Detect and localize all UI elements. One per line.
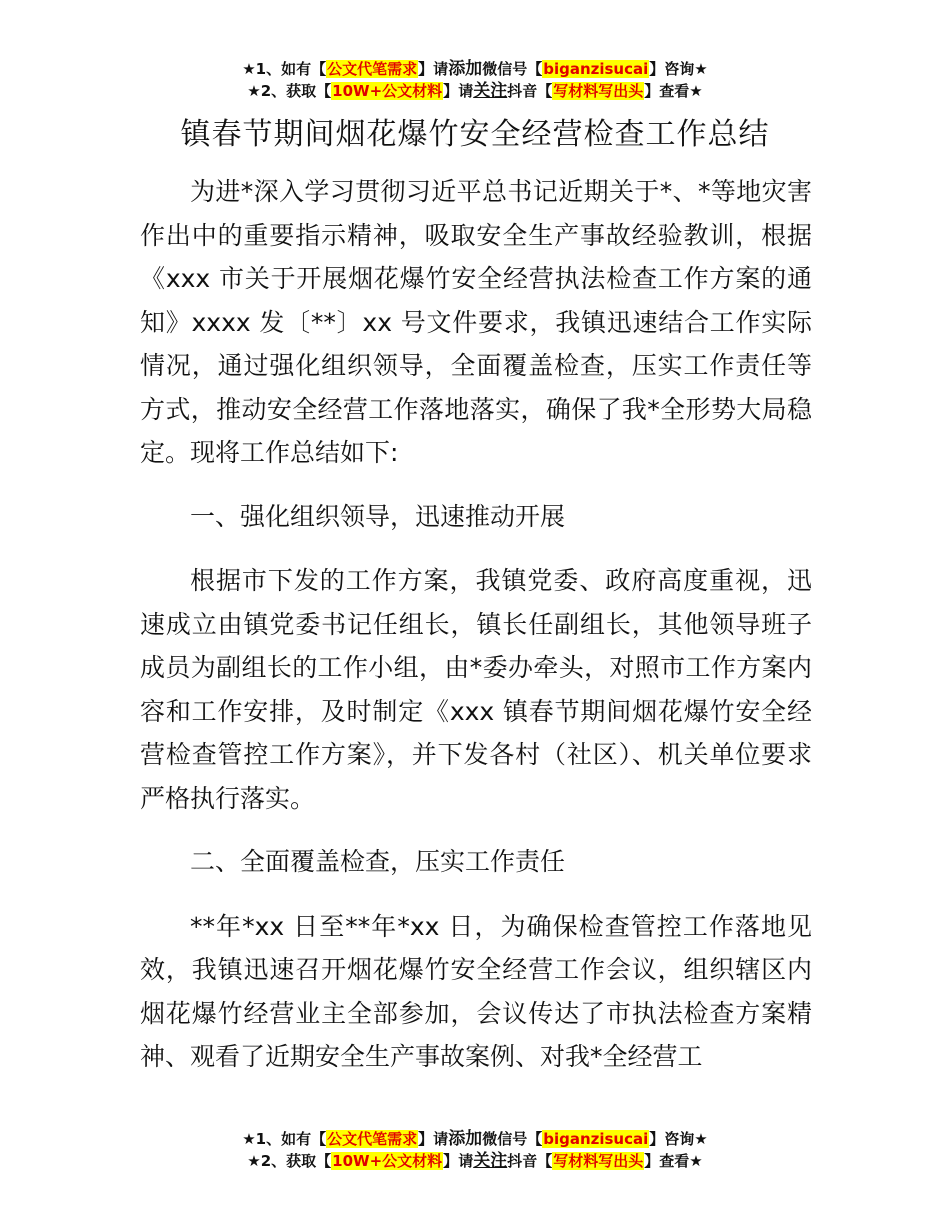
promo-text: 抖音 (507, 1152, 538, 1170)
promo-text: 微信号 (482, 1130, 528, 1148)
promo-text: 请 (458, 82, 474, 100)
promo-text: 【 (527, 60, 543, 78)
promo-text: 【 (316, 1152, 332, 1170)
promo-line-2 (0, 80, 950, 102)
promo-text: 【 (537, 1152, 553, 1170)
promo-line-1 (0, 1128, 950, 1150)
body-paragraph-intro: 为进*深入学习贯彻习近平总书记近期关于*、*等地灾害作出中的重要指示精神，吸取安全生产事故经验教训，根据《xxx 市关于开展烟花爆竹安全经营执法检查工作方案的通知》xxxx 发〔**〕xx 号文件要求，我镇迅速结合工作实际情况，通过强化组织领导，全面覆盖检查，压实工作责任等方式，推动安全经营工作落地落实，确保了我*全形势大局稳定。现将工作总结如下: (140, 177, 812, 467)
promo-text: 查看★ (659, 1152, 703, 1170)
bottom-promo-banner (0, 1128, 950, 1172)
promo-text: 请 (433, 1130, 449, 1148)
promo-text: 抖音 (507, 82, 538, 100)
promo-text: 请 (433, 60, 449, 78)
promo-text: ★1、如有 (242, 1130, 312, 1148)
promo-text: 】 (443, 82, 459, 100)
promo-text: 】 (418, 1130, 434, 1148)
promo-text: 请 (458, 1152, 474, 1170)
body-paragraph-2: 根据市下发的工作方案，我镇党委、政府高度重视，迅速成立由镇党委书记任组长，镇长任副组长，其他领导班子成员为副组长的工作小组，由*委办牵头，对照市工作方案内容和工作安排，及时制定《xxx 镇春节期间烟花爆竹安全经营检查管控工作方案》，并下发各村（社区）、机关单位要求严格执行落实。 (140, 566, 812, 813)
promo-text: ★1、如有 (242, 60, 312, 78)
promo-service-highlight: 公文代笔需求 (327, 60, 418, 78)
promo-text: 咨询★ (664, 1130, 708, 1148)
top-promo-banner (0, 58, 950, 102)
promo-emphasis: 添加 (448, 59, 483, 79)
section-heading-2: 二、全面覆盖检查，压实工作责任 (190, 847, 566, 876)
promo-text: 【 (527, 1130, 543, 1148)
promo-text: 】 (644, 1152, 660, 1170)
promo-text: 】 (418, 60, 434, 78)
promo-wechat-id: biganzisucai (543, 1130, 649, 1148)
promo-emphasis: 添加 (448, 1129, 483, 1149)
promo-emphasis: 关注 (473, 1151, 508, 1171)
promo-text: 咨询★ (664, 60, 708, 78)
section-heading-1: 一、强化组织领导，迅速推动开展 (190, 501, 566, 531)
promo-text: 】 (649, 1130, 665, 1148)
document-title: 镇春节期间烟花爆竹安全经营检查工作总结 (180, 117, 770, 152)
promo-text: 】 (649, 60, 665, 78)
promo-text: 查看★ (659, 82, 703, 100)
promo-emphasis: 关注 (473, 81, 508, 101)
promo-account-highlight: 写材料写出头 (553, 1152, 644, 1170)
promo-materials-highlight: 10W+公文材料 (332, 1152, 443, 1170)
body-paragraph-3: **年*xx 日至**年*xx 日，为确保检查管控工作落地见效，我镇迅速召开烟花爆竹安全经营工作会议，组织辖区内烟花爆竹经营业主全部参加，会议传达了市执法检查方案精神、观看了近期安全生产事故案例、对我*全经营工 (140, 911, 812, 1071)
promo-text: ★2、获取 (247, 82, 317, 100)
promo-text: 【 (311, 60, 327, 78)
promo-materials-highlight: 10W+公文材料 (332, 82, 443, 100)
promo-account-highlight: 写材料写出头 (553, 82, 644, 100)
promo-text: 【 (311, 1130, 327, 1148)
promo-text: 【 (316, 82, 332, 100)
promo-text: 】 (443, 1152, 459, 1170)
promo-text: 【 (537, 82, 553, 100)
promo-text: ★2、获取 (247, 1152, 317, 1170)
promo-wechat-id: biganzisucai (543, 60, 649, 78)
document-body (140, 170, 812, 1079)
promo-text: 】 (644, 82, 660, 100)
promo-line-2 (0, 1150, 950, 1172)
promo-service-highlight: 公文代笔需求 (327, 1130, 418, 1148)
promo-text: 微信号 (482, 60, 528, 78)
promo-line-1 (0, 58, 950, 80)
